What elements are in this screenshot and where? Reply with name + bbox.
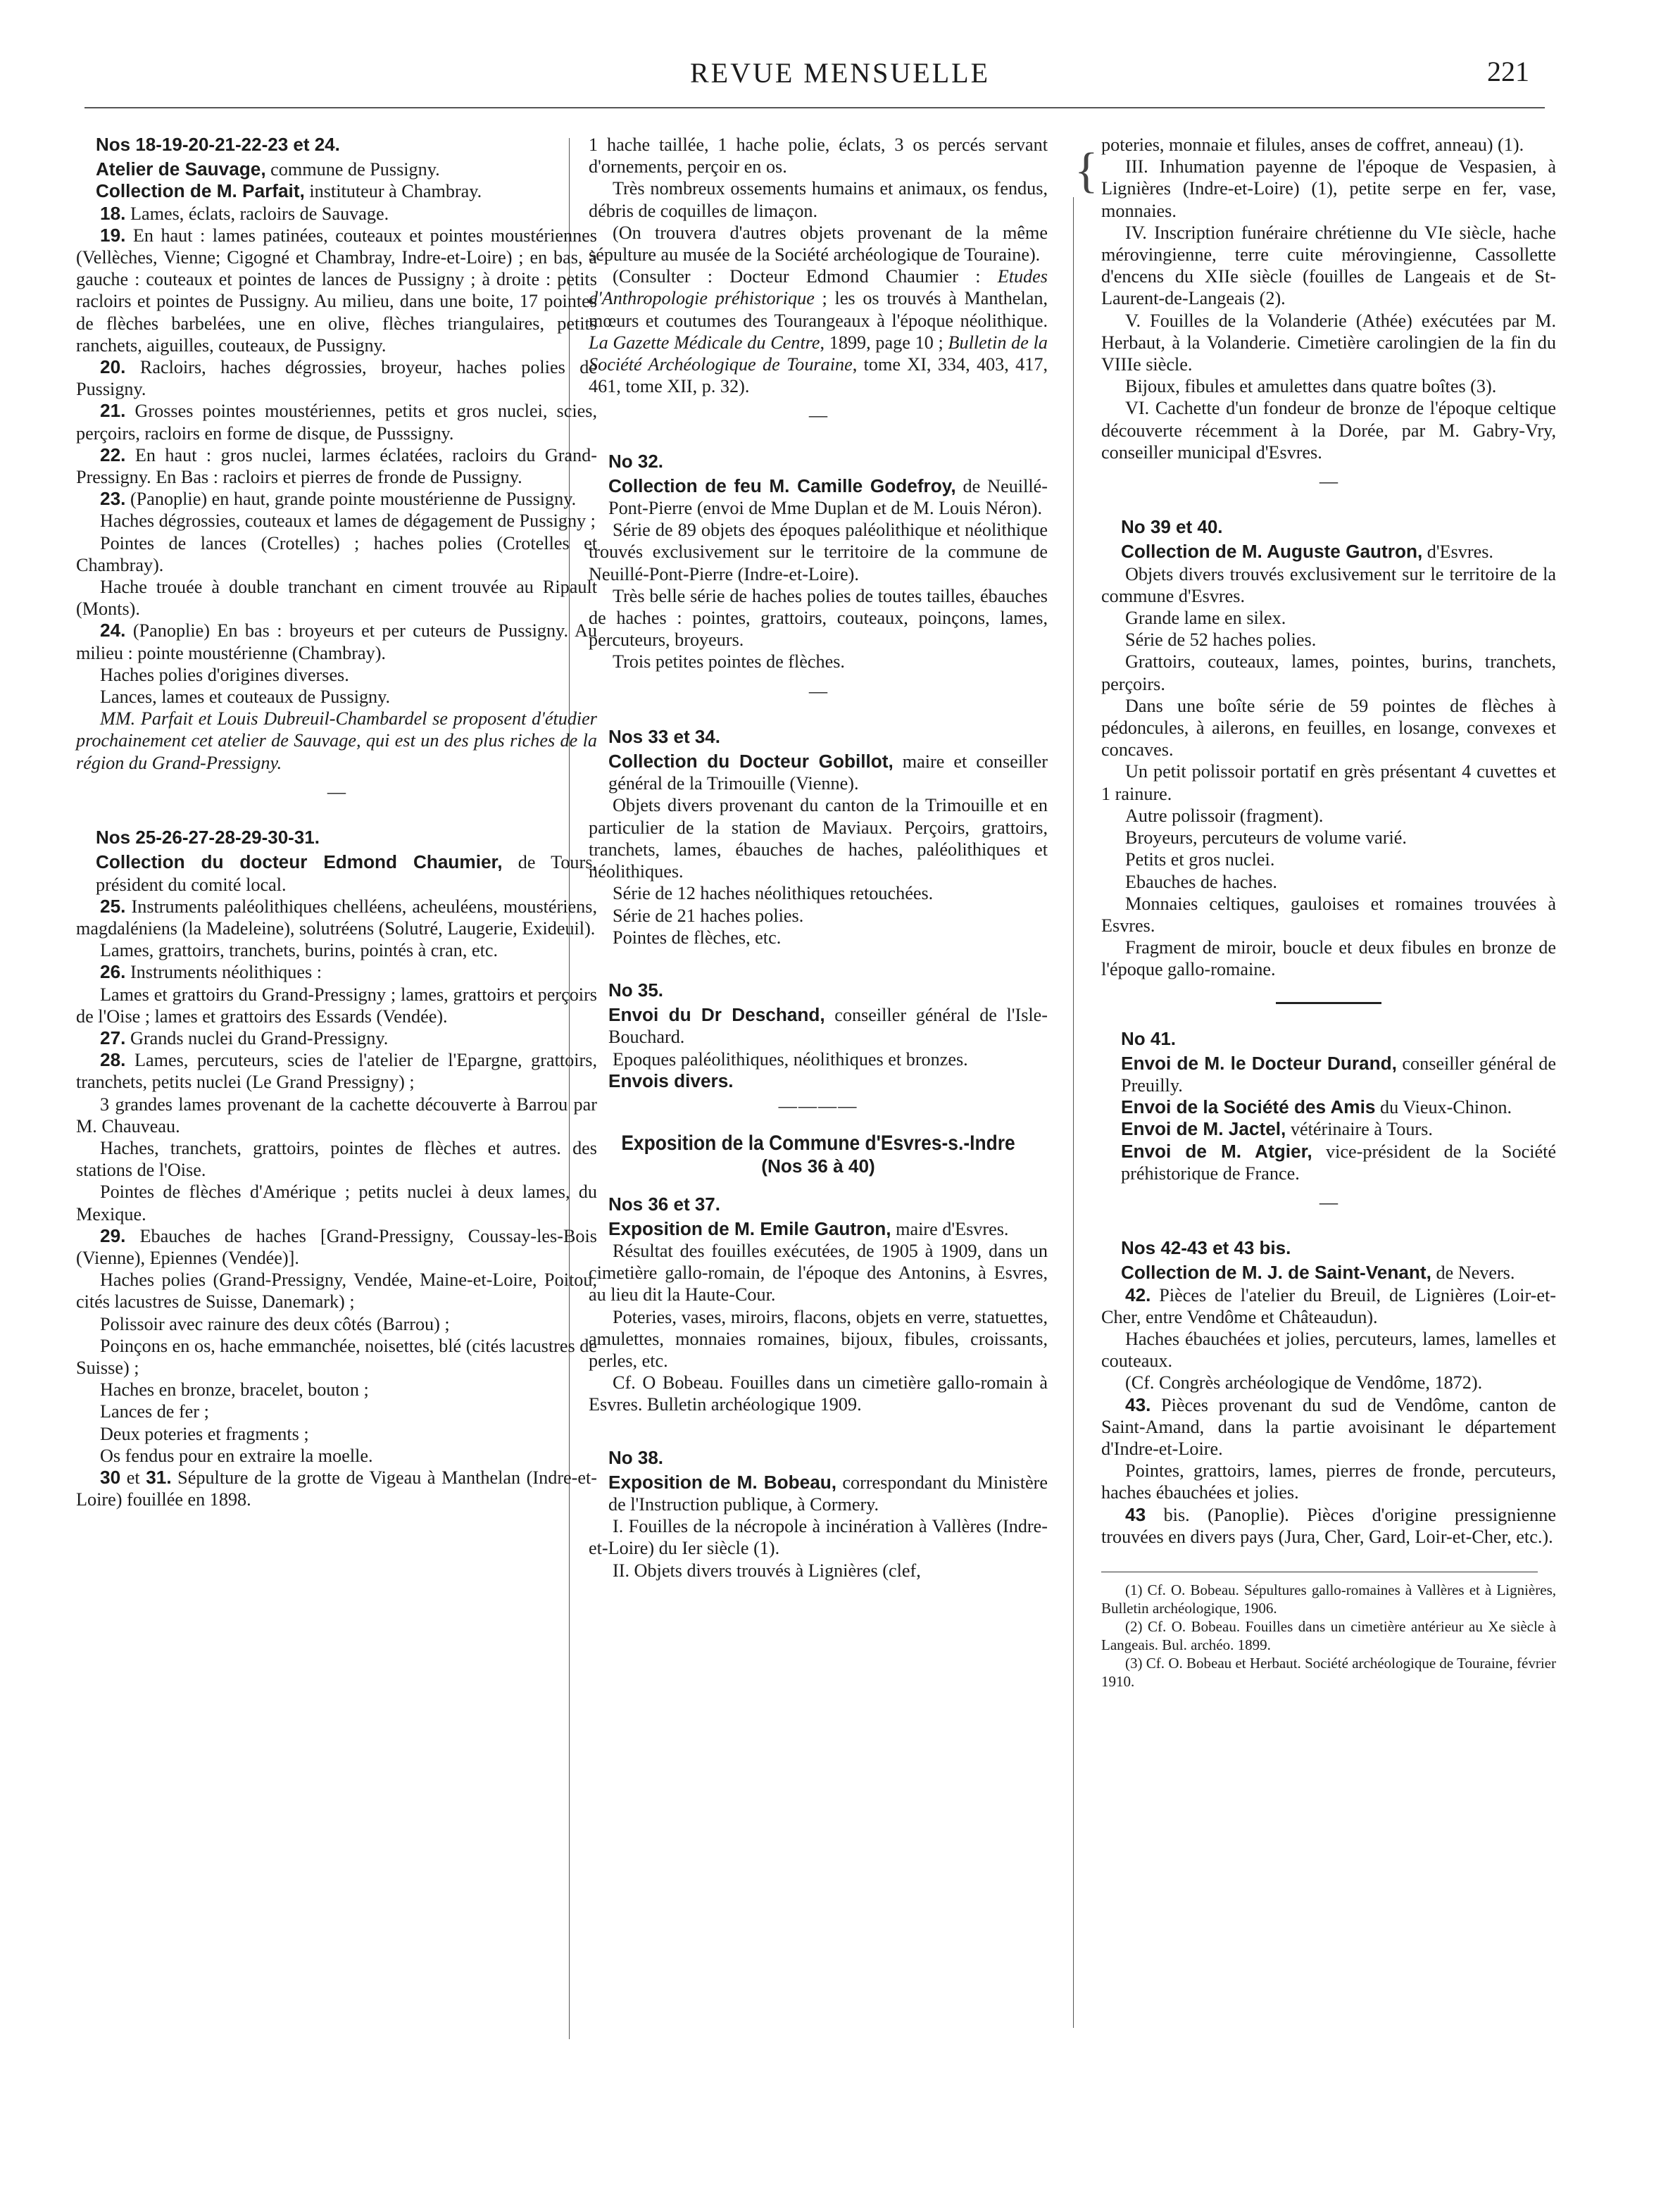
text-run: II. Objets divers trouvés à Lignières (clef,: [613, 1560, 921, 1581]
collection-title: [76, 851, 597, 895]
paragraph: [1101, 375, 1556, 397]
text-run: (Panoplie) En bas : broyeurs et per cuteurs de Pussigny. Au milieu : pointe moustérienne (Chambray).: [76, 620, 597, 663]
section-number: Nos 18-19-20-21-22-23 et 24.: [96, 134, 340, 155]
text-run: Bijoux, fibules et amulettes dans quatre boîtes (3).: [1125, 376, 1497, 397]
text-run: Série de 12 haches néolithiques retouchées.: [613, 883, 934, 904]
bold-label: 23.: [100, 488, 126, 510]
paragraph: [589, 1560, 1048, 1581]
text-run: Os fendus pour en extraire la moelle.: [100, 1445, 373, 1466]
bold-label: 26.: [100, 961, 126, 983]
collection-title: [589, 1472, 1048, 1515]
text-run: VI. Cachette d'un fondeur de bronze de l'époque celtique découverte récemment à la Dorée, par M. Gabry-Vry, conseiller municipal d'Esvres.: [1101, 398, 1556, 463]
collection-title: [1101, 1053, 1556, 1096]
bold-label: Collection de M. Parfait,: [96, 180, 305, 202]
bold-label: 42.: [1125, 1284, 1151, 1305]
bold-label: 28.: [100, 1049, 126, 1071]
section-divider: —: [1319, 471, 1339, 492]
paragraph: [1101, 695, 1556, 761]
paragraph: [76, 1379, 597, 1401]
text-run: vétérinaire à Tours.: [1286, 1119, 1433, 1140]
footnote: (2) Cf. O. Bobeau. Fouilles dans un cimetière antérieur au Xe siècle à Langeais. Bul. archéo. 1899.: [1101, 1617, 1556, 1653]
text-run: de Neuillé-Pont-Pierre (envoi de Mme Duplan et de M. Louis Néron).: [608, 475, 1048, 519]
paragraph: [76, 1094, 597, 1137]
paragraph: [1101, 607, 1556, 629]
section-divider: —: [808, 405, 828, 426]
text-run: Pièces de l'atelier du Breuil, de Lignières (Loir-et-Cher, entre Vendôme et Châteaudun).: [1101, 1284, 1556, 1327]
paragraph: [589, 882, 1048, 904]
text-run: Instruments paléolithiques chelléens, acheuléens, moustériens, magdaléniens (la Madeleine), solutréens (Solutré, Laugerie, Exideuil).: [76, 896, 597, 939]
paragraph: [1101, 156, 1556, 222]
text-run: Très nombreux ossements humains et animaux, os fendus, débris de coquilles de limaçon.: [589, 178, 1048, 221]
text-run: Haches ébauchées et jolies, percuteurs, lames, lamelles et couteaux.: [1101, 1328, 1556, 1372]
text-run: IV. Inscription funéraire chrétienne du VIe siècle, hache mérovingienne, terre cuite mérovingienne, Cassollette d'encens du XIIe siècle (fouilles de Langeais et de St-Laurent-de-Langeais (2).: [1101, 222, 1556, 309]
text-run: Monnaies celtiques, gauloises et romaines trouvées à Esvres.: [1101, 893, 1556, 936]
section-number: No 32.: [608, 450, 664, 472]
text-run: (On trouvera d'autres objets provenant de la même sépulture au musée de la Société archéologique de Touraine).: [589, 222, 1048, 265]
paragraph: [589, 1372, 1048, 1415]
italic-run: La Gazette Médicale du Centre: [589, 332, 820, 353]
text-run: Grande lame en silex.: [1125, 608, 1286, 629]
bold-label: Envoi du Dr Deschand,: [608, 1004, 825, 1026]
text-run: Haches en bronze, bracelet, bouton ;: [100, 1379, 369, 1401]
text-run: Racloirs, haches dégrossies, broyeur, haches polies de Pussigny.: [76, 357, 597, 400]
italic-note: [76, 708, 597, 774]
paragraph: [589, 585, 1048, 651]
bold-label: 24.: [100, 620, 126, 641]
bold-label: 19.: [100, 224, 126, 246]
paragraph: [589, 905, 1048, 927]
collection-title: [1101, 1118, 1556, 1140]
paragraph: [76, 356, 597, 400]
italic-run: Etudes d'Anthropologie préhistorique: [589, 266, 1048, 309]
text-run: de Nevers.: [1431, 1263, 1515, 1284]
column-middle: [589, 134, 1048, 1581]
collection-title: [1101, 1141, 1556, 1184]
section-number: Nos 33 et 34.: [608, 725, 720, 747]
paragraph: [76, 896, 597, 939]
paragraph: [589, 1515, 1048, 1559]
paragraph: [1101, 629, 1556, 651]
bold-label: Collection de feu M. Camille Godefroy,: [608, 475, 956, 496]
text-run: 3 grandes lames provenant de la cachette découverte à Barrou par M. Chauveau.: [76, 1094, 597, 1136]
paragraph: [76, 1445, 597, 1467]
paragraph: [1101, 893, 1556, 936]
text-run: vice-président de la Société préhistorique de France.: [1121, 1141, 1557, 1184]
paragraph: [76, 1181, 597, 1224]
collection-title: [589, 1004, 1048, 1048]
bold-label: 29.: [100, 1224, 126, 1246]
paragraph: [1101, 848, 1556, 870]
text-run: maire d'Esvres.: [891, 1218, 1009, 1239]
paragraph: [76, 1401, 597, 1422]
exposition-heading: Exposition de la Commune d'Esvres-s.-Indre: [621, 1132, 1015, 1155]
paragraph: [76, 686, 597, 708]
paragraph: [1101, 1284, 1556, 1328]
paragraph: [1101, 1328, 1556, 1372]
text-run: (Cf. Congrès archéologique de Vendôme, 1872).: [1125, 1372, 1483, 1393]
section-number: Nos 42-43 et 43 bis.: [1121, 1237, 1291, 1259]
text-run: Poinçons en os, hache emmanchée, noisettes, blé (cités lacustres de Suisse) ;: [76, 1335, 597, 1378]
paragraph: [589, 1306, 1048, 1372]
paragraph: [589, 265, 1048, 397]
text-run: Ebauches de haches [Grand-Pressigny, Coussay-les-Bois (Vienne), Epiennes (Vendée)].: [76, 1225, 597, 1268]
bold-label: 31.: [146, 1466, 172, 1488]
text-run: Trois petites pointes de flèches.: [613, 651, 845, 672]
text-run: et: [120, 1467, 146, 1488]
paragraph: [76, 1313, 597, 1335]
paragraph: [76, 1423, 597, 1445]
text-run: Pièces provenant du sud de Vendôme, canton de Saint-Amand, dans la partie avoisinant le département d'Indre-et-Loire.: [1101, 1394, 1556, 1459]
paragraph: [1101, 936, 1556, 980]
text-run: Autre polissoir (fragment).: [1125, 805, 1324, 826]
text-run: correspondant du Ministère de l'Instruction publique, à Cormery.: [608, 1472, 1048, 1515]
bold-label: 22.: [100, 444, 126, 465]
bold-label: Envoi de M. Jactel,: [1121, 1118, 1286, 1140]
paragraph: [1101, 827, 1556, 848]
text-run: Dans une boîte série de 59 pointes de flèches à pédoncules, à ailerons, en feuilles, en losange, convexes et concaves.: [1101, 695, 1556, 760]
text-run: Deux poteries et fragments ;: [100, 1423, 309, 1444]
text-run: Ebauches de haches.: [1125, 871, 1277, 892]
paragraph: [1101, 397, 1556, 463]
text-run: Lames, percuteurs, scies de l'atelier de l'Epargne, grattoirs, tranchets, petits nuclei (Le Grand Pressigny) ;: [76, 1050, 597, 1093]
text-run: instituteur à Chambray.: [304, 181, 482, 202]
text-run: En haut : lames patinées, couteaux et pointes moustériennes (Vellèches, Vienne; Cigogné et Chambray, Indre-et-Loire) ; en bas, à gauche : couteaux et pointes de lances de Pussigny ; à droite : petits racloirs et pointes de Pussigny. Au milieu, dans une boite, 17 pointes de flèches barbelées, une en olive, flèches triangulaires, petits ranchets, aiguilles, couteaux, de Pussigny.: [76, 225, 597, 356]
text-run: , tome XI, 334, 403, 417, 461, tome XII, p. 32).: [589, 354, 1048, 397]
paragraph: [589, 134, 1048, 177]
text-run: (Panoplie) en haut, grande pointe moustérienne de Pussigny.: [125, 489, 577, 510]
text-run: Lames, grattoirs, tranchets, burins, pointés à cran, etc.: [100, 940, 499, 961]
section-rule: [1276, 1002, 1381, 1004]
paragraph: [1101, 310, 1556, 376]
text-run: ; les os trouvés à Manthelan, mœurs et coutumes des Tourangeaux à l'époque néolithique.: [589, 288, 1048, 331]
paragraph: [76, 1049, 597, 1093]
paragraph: [76, 444, 597, 488]
paragraph: [589, 794, 1048, 882]
bold-label: Exposition de M. Bobeau,: [608, 1471, 837, 1493]
text-run: Grosses pointes moustériennes, petits et gros nuclei, scies, perçoirs, racloirs en forme de disque, de Pusssigny.: [76, 401, 597, 444]
section-number: No 35.: [608, 979, 664, 1001]
collection-title: [76, 158, 597, 180]
column-separator-2: [1073, 197, 1074, 2028]
text-run: Grattoirs, couteaux, lames, pointes, burins, tranchets, perçoirs.: [1101, 651, 1556, 694]
bold-label: 43.: [1125, 1393, 1151, 1415]
section-number: Nos 25-26-27-28-29-30-31.: [96, 827, 320, 848]
bold-label: 18.: [100, 202, 126, 224]
section-number: No 41.: [1121, 1027, 1177, 1049]
footnote: (3) Cf. O. Bobeau et Herbaut. Société archéologique de Touraine, février 1910.: [1101, 1654, 1556, 1690]
text-run: Instruments néolithiques :: [125, 962, 322, 983]
paragraph: [1101, 1394, 1556, 1460]
text-run: (Consulter : Docteur Edmond Chaumier :: [613, 266, 998, 287]
bold-label: Envoi de la Société des Amis: [1121, 1096, 1376, 1118]
collection-title: [589, 1070, 1048, 1092]
text-run: V. Fouilles de la Volanderie (Athée) exécutées par M. Herbaut, à la Volanderie. Cimetière carolingien de la fin du VIIIe siècle.: [1101, 310, 1556, 375]
text-run: Lances de fer ;: [100, 1401, 209, 1422]
bold-label: Collection de M. Auguste Gautron,: [1121, 541, 1423, 563]
text-run: Série de 52 haches polies.: [1125, 629, 1317, 651]
paragraph: [76, 532, 597, 576]
text-run: conseiller général de l'Isle-Bouchard.: [608, 1005, 1048, 1048]
text-run: Haches dégrossies, couteaux et lames de dégagement de Pussigny ;: [100, 510, 596, 532]
text-run: commune de Pussigny.: [265, 159, 440, 180]
text-run: En haut : gros nuclei, larmes éclatées, racloirs du Grand-Pressigny. En Bas : racloirs et pierres de fronde de Pussigny.: [76, 444, 597, 488]
bold-label: 20.: [100, 356, 126, 378]
text-run: Lames et grattoirs du Grand-Pressigny ; lames, grattoirs et perçoirs de l'Oise ; lames et grattoirs des Essards (Vendée).: [76, 984, 597, 1027]
paragraph: [1101, 651, 1556, 694]
text-run: Résultat des fouilles exécutées, de 1905 à 1909, dans un cimetière gallo-romain, de l'époque des Antonins, à Esvres, au lieu dit la Haute-Cour.: [589, 1240, 1048, 1305]
paragraph: [589, 177, 1048, 221]
text-run: Pointes de flèches d'Amérique ; petits nuclei à deux lames, du Mexique.: [76, 1182, 597, 1224]
bold-label: 21.: [100, 400, 126, 422]
column-left: [76, 134, 597, 1510]
collection-title: [589, 1218, 1048, 1240]
text-run: Pointes, grattoirs, lames, pierres de fronde, percuteurs, haches ébauchées et jolies.: [1101, 1460, 1556, 1503]
paragraph: [589, 519, 1048, 585]
text-run: Polissoir avec rainure des deux côtés (Barrou) ;: [100, 1313, 450, 1334]
text-run: Broyeurs, percuteurs de volume varié.: [1125, 827, 1407, 848]
paragraph: [1101, 563, 1556, 607]
paragraph: [589, 1240, 1048, 1306]
text-run: Haches, tranchets, grattoirs, pointes de flèches et autres. des stations de l'Oise.: [76, 1137, 597, 1181]
text-run: poteries, monnaie et filules, anses de coffret, anneau) (1).: [1101, 134, 1524, 155]
text-run: conseiller général de Preuilly.: [1121, 1053, 1556, 1096]
text-run: Pointes de flèches, etc.: [613, 927, 782, 948]
page-number: 221: [1487, 56, 1529, 87]
section-divider: —: [327, 781, 346, 802]
text-run: Petits et gros nuclei.: [1125, 849, 1275, 870]
paragraph: [1101, 134, 1556, 156]
paragraph: [76, 1137, 597, 1181]
paragraph: [76, 620, 597, 663]
text-run: Série de 21 haches polies.: [613, 905, 804, 926]
section-number: Nos 36 et 37.: [608, 1193, 720, 1215]
paragraph: [589, 1048, 1048, 1070]
brace-mark: {: [1074, 144, 1098, 198]
collection-title: [1101, 541, 1556, 563]
section-divider: —: [1319, 1191, 1339, 1213]
paragraph: [76, 1335, 597, 1379]
text-run: Haches polies (Grand-Pressigny, Vendée, Maine-et-Loire, Poitou, cités lacustres de Suisse, Danemark) ;: [76, 1270, 597, 1312]
text-run: Sépulture de la grotte de Vigeau à Manthelan (Indre-et-Loire) fouillée en 1898.: [76, 1467, 597, 1510]
running-header-title: REVUE MENSUELLE: [689, 57, 991, 89]
text-run: Un petit polissoir portatif en grès présentant 4 cuvettes et 1 rainure.: [1101, 761, 1556, 804]
text-run: bis. (Panoplie). Pièces d'origine pressignienne trouvées en divers pays (Jura, Cher, Gard, Loir-et-Cher, etc.).: [1101, 1504, 1556, 1547]
bold-label: Envoi de M. le Docteur Durand,: [1121, 1052, 1397, 1074]
text-run: maire et conseiller général de la Trimouille (Vienne).: [608, 751, 1048, 794]
paragraph: [1101, 1372, 1556, 1393]
paragraph: [76, 1269, 597, 1312]
text-run: Fragment de miroir, boucle et deux fibules en bronze de l'époque gallo-romaine.: [1101, 937, 1556, 980]
column-right: [1101, 134, 1556, 1691]
text-run: , 1899, page 10 ;: [820, 332, 948, 353]
bold-label: Collection de M. J. de Saint-Venant,: [1121, 1262, 1431, 1284]
paragraph: [1101, 1460, 1556, 1503]
paragraph: [76, 203, 597, 225]
text-run: 1 hache taillée, 1 hache polie, éclats, 3 os percés servant d'ornements, perçoir en os.: [589, 134, 1048, 177]
paragraph: [76, 225, 597, 356]
collection-title: [589, 475, 1048, 519]
paragraph: [76, 961, 597, 983]
bold-label: Collection du docteur Edmond Chaumier,: [96, 851, 503, 873]
bold-label: Exposition de M. Emile Gautron,: [608, 1217, 891, 1239]
paragraph: [76, 984, 597, 1027]
text-run: Pointes de lances (Crotelles) ; haches polies (Crotelles et Chambray).: [76, 532, 597, 575]
section-divider: ————: [778, 1095, 858, 1116]
paragraph: [589, 651, 1048, 672]
paragraph: [76, 488, 597, 510]
section-number: No 39 et 40.: [1121, 516, 1223, 538]
text-run: d'Esvres.: [1422, 541, 1493, 563]
bold-label: 27.: [100, 1027, 126, 1048]
paragraph: [1101, 871, 1556, 893]
text-run: Cf. O Bobeau. Fouilles dans un cimetière gallo-romain à Esvres. Bulletin archéologique 1909.: [589, 1372, 1048, 1415]
section-number: No 38.: [608, 1446, 664, 1468]
text-run: Série de 89 objets des époques paléolithique et néolithique trouvés exclusivement sur le territoire de la commune de Neuillé-Pont-Pierre (Indre-et-Loire).: [589, 520, 1048, 584]
section-divider: —: [808, 680, 828, 701]
bold-label: 30: [100, 1466, 121, 1488]
bold-label: Atelier de Sauvage,: [96, 158, 266, 180]
collection-title: [589, 751, 1048, 794]
paragraph: [1101, 1504, 1556, 1548]
paragraph: [76, 1225, 597, 1269]
bold-label: 43: [1125, 1503, 1146, 1525]
text-run: III. Inhumation payenne de l'époque de Vespasien, à Lignières (Indre-et-Loire) (1), petite serpe en fer, vase, monnaies.: [1101, 156, 1556, 221]
paragraph: [1101, 760, 1556, 804]
text-run: du Vieux-Chinon.: [1375, 1097, 1512, 1118]
paragraph: [76, 1027, 597, 1049]
paragraph: [76, 400, 597, 444]
paragraph: [1101, 222, 1556, 310]
text-run: Objets divers trouvés exclusivement sur le territoire de la commune d'Esvres.: [1101, 563, 1556, 606]
collection-title: [1101, 1096, 1556, 1118]
text-run: Très belle série de haches polies de toutes tailles, ébauches de haches : pointes, grattoirs, couteaux, poinçons, lames, percuteurs, broyeurs.: [589, 585, 1048, 651]
text-run: de Tours, président du comité local.: [96, 852, 597, 895]
bold-label: Collection du Docteur Gobillot,: [608, 751, 894, 772]
bold-label: Envois divers.: [608, 1070, 734, 1091]
paragraph: [1101, 805, 1556, 827]
paragraph: [76, 1467, 597, 1510]
text-run: Lames, éclats, racloirs de Sauvage.: [125, 203, 389, 224]
paragraph: [76, 510, 597, 532]
paragraph: [76, 664, 597, 686]
bold-label: 25.: [100, 895, 126, 917]
paragraph: [589, 222, 1048, 265]
exposition-subheading: (Nos 36 à 40): [761, 1155, 875, 1177]
italic-run: Bulletin de la Société Archéologique de Touraine: [589, 332, 1048, 375]
text-run: Poteries, vases, miroirs, flacons, objets en verre, statuettes, amulettes, monnaies romaines, bijoux, fibules, croissants, perles, etc.: [589, 1306, 1048, 1371]
paragraph: [76, 576, 597, 620]
text-run: Haches polies d'origines diverses.: [100, 664, 349, 685]
spacer: [589, 948, 1048, 970]
footnote: (1) Cf. O. Bobeau. Sépultures gallo-romaines à Vallères et à Lignières, Bulletin archéologique, 1906.: [1101, 1581, 1556, 1617]
footnotes: [1101, 1581, 1556, 1691]
bold-label: Envoi de M. Atgier,: [1121, 1140, 1312, 1162]
paragraph: [589, 927, 1048, 948]
collection-title: [1101, 1262, 1556, 1284]
text-run: MM. Parfait et Louis Dubreuil-Chambardel se proposent d'étudier prochainement cet atelier de Sauvage, qui est un des plus riches de la région du Grand-Pressigny.: [76, 708, 597, 773]
header-rule: [84, 107, 1545, 108]
text-run: Hache trouée à double tranchant en ciment trouvée au Ripault (Monts).: [76, 577, 597, 620]
text-run: Grands nuclei du Grand-Pressigny.: [125, 1027, 389, 1048]
text-run: Lances, lames et couteaux de Pussigny.: [100, 687, 391, 708]
text-run: Epoques paléolithiques, néolithiques et bronzes.: [613, 1048, 968, 1070]
paragraph: [76, 939, 597, 961]
text-run: Objets divers provenant du canton de la Trimouille et en particulier de la station de Maviaux. Perçoirs, grattoirs, tranchets, lames, ébauches de haches, paléolithiques et néolithiques.: [589, 795, 1048, 882]
collection-title: [76, 180, 597, 202]
text-run: I. Fouilles de la nécropole à incinération à Vallères (Indre-et-Loire) du Ier siècle (1).: [589, 1516, 1048, 1559]
spacer: [589, 1416, 1048, 1437]
